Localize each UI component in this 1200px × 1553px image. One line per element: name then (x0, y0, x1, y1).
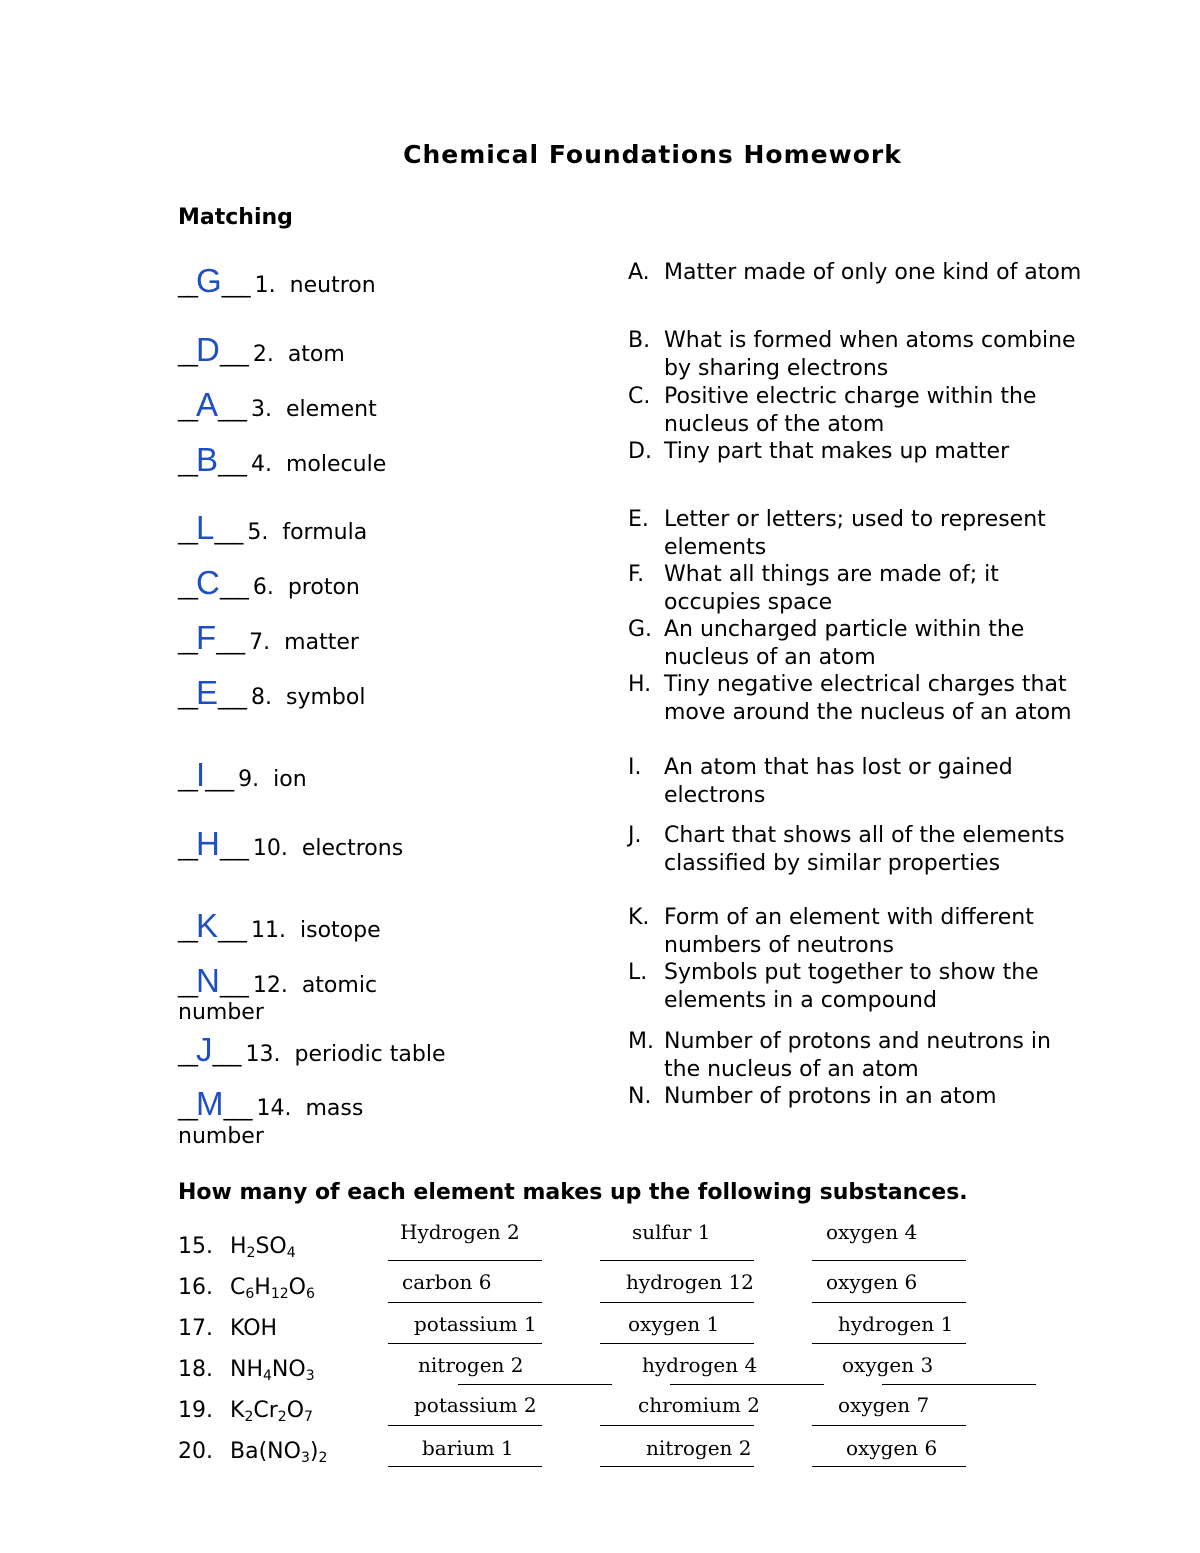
definition-letter: M. (628, 1029, 654, 1054)
matching-item (178, 1085, 363, 1123)
definition-item (628, 671, 1098, 727)
definition-letter: B. (628, 328, 651, 353)
answer-field[interactable]: oxygen 7 (838, 1393, 930, 1417)
item-number: 3. (251, 397, 286, 422)
formula-subscript: 4 (263, 1368, 272, 1384)
answer-field[interactable]: oxygen 1 (628, 1312, 720, 1336)
answer-blank-right: ___ (219, 973, 247, 998)
answer-blank-left: __ (178, 452, 196, 477)
answer-field[interactable]: hydrogen 1 (838, 1312, 954, 1336)
answer-letter[interactable]: M (196, 1085, 224, 1122)
answer-letter[interactable]: L (196, 509, 215, 546)
formula-subscript: 2 (277, 1409, 287, 1425)
term-text: matter (284, 630, 359, 655)
definition-item (628, 327, 1098, 383)
item-number: 12. (252, 973, 302, 998)
definition-item (628, 1028, 1098, 1084)
answer-blank-right: ___ (219, 836, 247, 861)
answer-underline (812, 1343, 966, 1344)
item-number: 10. (252, 836, 302, 861)
answer-blank-right: ___ (219, 342, 247, 367)
answer-blank-left: __ (178, 1096, 196, 1121)
answer-blank-right: ___ (223, 1096, 251, 1121)
answer-blank-left: __ (178, 630, 196, 655)
definition-text: Symbols put together to show the elements in a compound (664, 960, 1039, 1013)
definition-text: Form of an element with different numbers of neutrons (664, 905, 1034, 958)
substance-row (178, 1316, 277, 1341)
term-text: mass (305, 1096, 364, 1121)
answer-blank-left: __ (178, 973, 196, 998)
answer-underline (812, 1302, 966, 1303)
answer-underline (812, 1260, 966, 1261)
definition-text: Matter made of only one kind of atom (664, 260, 1082, 285)
definition-item (628, 506, 1098, 562)
substance-row (178, 1275, 315, 1302)
matching-item (178, 262, 376, 300)
answer-blank-right: ___ (218, 452, 246, 477)
answer-field[interactable]: potassium 1 (414, 1312, 537, 1336)
answer-blank-right: ___ (218, 918, 246, 943)
answer-field[interactable]: sulfur 1 (632, 1220, 711, 1244)
definition-text: An atom that has lost or gained electrons (664, 755, 1013, 808)
answer-blank-right: ___ (221, 273, 249, 298)
matching-item (178, 386, 377, 424)
formula-subscript: 3 (305, 1368, 315, 1384)
answer-blank-right: ___ (212, 1042, 240, 1067)
answer-field[interactable]: oxygen 4 (826, 1220, 918, 1244)
item-number: 2. (252, 342, 288, 367)
answer-field[interactable]: oxygen 6 (826, 1270, 918, 1294)
answer-letter[interactable]: E (196, 674, 219, 711)
answer-underline (600, 1425, 754, 1426)
substance-row (178, 1439, 327, 1466)
definition-letter: E. (628, 507, 649, 532)
matching-item (178, 441, 386, 479)
term-text: proton (287, 575, 360, 600)
matching-item (178, 564, 360, 602)
substance-number: 19. (178, 1398, 213, 1423)
definition-text: What is formed when atoms combine by sharing electrons (664, 328, 1076, 381)
answer-blank-left: __ (178, 520, 196, 545)
definition-item (628, 904, 1098, 960)
item-number: 8. (251, 685, 286, 710)
answer-letter[interactable]: F (196, 619, 217, 656)
answer-underline (812, 1425, 966, 1426)
definition-item (628, 959, 1098, 1015)
definition-letter: K. (628, 905, 650, 930)
formula-subscript: 6 (306, 1286, 315, 1302)
term-text: formula (282, 520, 368, 545)
term-text-wrap: number (178, 1124, 264, 1149)
answer-underline (458, 1384, 612, 1385)
item-number: 13. (245, 1042, 295, 1067)
answer-letter[interactable]: N (196, 962, 220, 999)
answer-blank-left: __ (178, 767, 196, 792)
formula-subscript: 4 (286, 1245, 296, 1261)
definition-text: Tiny negative electrical charges that move around the nucleus of an atom (664, 672, 1072, 725)
answer-blank-right: ___ (205, 767, 233, 792)
answer-underline (600, 1302, 754, 1303)
answer-field[interactable]: potassium 2 (414, 1393, 537, 1417)
answer-field[interactable]: oxygen 6 (846, 1436, 938, 1460)
term-text: ion (273, 767, 307, 792)
answer-blank-left: __ (178, 397, 196, 422)
answer-letter[interactable]: C (196, 564, 220, 601)
definition-letter: I. (628, 755, 642, 780)
answer-underline (882, 1384, 1036, 1385)
answer-field[interactable]: nitrogen 2 (646, 1436, 752, 1460)
formula-subscript: 12 (270, 1286, 289, 1302)
answer-blank-right: ___ (218, 397, 246, 422)
formula-subscript: 3 (300, 1450, 310, 1466)
answer-blank-left: __ (178, 1042, 196, 1067)
definition-letter: D. (628, 439, 652, 464)
term-text: neutron (289, 273, 376, 298)
answer-blank-left: __ (178, 575, 196, 600)
answer-letter[interactable]: H (196, 825, 220, 862)
answer-field[interactable]: carbon 6 (402, 1270, 492, 1294)
formula-subscript: 2 (246, 1245, 256, 1261)
matching-item (178, 509, 367, 547)
definition-letter: L. (628, 960, 648, 985)
section-heading-substances: How many of each element makes up the following substances. (178, 1180, 968, 1205)
matching-item (178, 1031, 446, 1069)
answer-letter[interactable]: G (196, 262, 222, 299)
definition-item (628, 259, 1098, 287)
definition-text: Letter or letters; used to represent elements (664, 507, 1046, 560)
definition-letter: A. (628, 260, 650, 285)
definition-text: An uncharged particle within the nucleus of an atom (664, 617, 1025, 670)
answer-blank-left: __ (178, 342, 196, 367)
answer-letter[interactable]: I (196, 756, 206, 793)
definition-text: Positive electric charge within the nucleus of the atom (664, 384, 1037, 437)
item-number: 14. (256, 1096, 306, 1121)
item-number: 5. (247, 520, 283, 545)
answer-field[interactable]: barium 1 (422, 1436, 514, 1460)
definition-item (628, 754, 1098, 810)
answer-field[interactable]: oxygen 3 (842, 1353, 934, 1377)
substance-number: 18. (178, 1357, 213, 1382)
answer-letter[interactable]: D (196, 331, 220, 368)
section-heading-matching: Matching (178, 205, 293, 230)
answer-blank-left: __ (178, 685, 196, 710)
matching-item (178, 756, 307, 794)
item-number: 9. (238, 767, 274, 792)
term-text-wrap: number (178, 1000, 264, 1025)
answer-blank-right: ___ (214, 520, 242, 545)
term-text: isotope (300, 918, 381, 943)
definition-text: Number of protons in an atom (664, 1084, 997, 1109)
answer-underline (670, 1384, 824, 1385)
substance-number: 20. (178, 1439, 213, 1464)
answer-underline (388, 1343, 542, 1344)
matching-item (178, 619, 359, 657)
matching-item (178, 907, 381, 945)
matching-item (178, 825, 403, 863)
answer-blank-left: __ (178, 918, 196, 943)
formula-subscript: 6 (245, 1286, 255, 1302)
substance-number: 17. (178, 1316, 213, 1341)
item-number: 6. (252, 575, 288, 600)
answer-blank-left: __ (178, 273, 196, 298)
matching-item (178, 674, 365, 712)
substance-number: 16. (178, 1275, 213, 1300)
substance-row (178, 1398, 313, 1425)
answer-letter[interactable]: J (196, 1031, 213, 1068)
definition-letter: G. (628, 617, 653, 642)
answer-letter[interactable]: K (196, 907, 219, 944)
term-text: element (286, 397, 377, 422)
chemical-formula: $C_6H_{12}O_6$ (230, 1275, 315, 1302)
term-text: atom (287, 342, 345, 367)
item-number: 1. (254, 273, 290, 298)
term-text: symbol (286, 685, 366, 710)
item-number: 4. (251, 452, 286, 477)
definition-item (628, 616, 1098, 672)
chemical-formula: $H_2SO_4$ (230, 1234, 296, 1261)
chemical-formula: KOH (230, 1316, 278, 1341)
answer-blank-right: ___ (216, 630, 244, 655)
chemical-formula: $Ba(NO_3)_2$ (230, 1439, 328, 1466)
answer-underline (388, 1260, 542, 1261)
formula-subscript: 7 (304, 1409, 313, 1425)
definition-text: Number of protons and neutrons in the nucleus of an atom (664, 1029, 1051, 1082)
answer-blank-left: __ (178, 836, 196, 861)
answer-letter[interactable]: B (196, 441, 219, 478)
answer-underline (812, 1466, 966, 1467)
definition-letter: C. (628, 384, 651, 409)
definition-item (628, 383, 1098, 439)
substance-row (178, 1357, 315, 1384)
chemical-formula: $K_2Cr_2O_7$ (230, 1398, 313, 1425)
definition-item (628, 561, 1098, 617)
answer-underline (600, 1343, 754, 1344)
answer-field[interactable]: nitrogen 2 (418, 1353, 524, 1377)
substance-number: 15. (178, 1234, 213, 1259)
formula-subscript: 2 (244, 1409, 254, 1425)
answer-field[interactable]: Hydrogen 2 (400, 1220, 520, 1244)
definition-text: What all things are made of; it occupies space (664, 562, 999, 615)
matching-item (178, 331, 345, 369)
answer-field[interactable]: hydrogen 12 (626, 1270, 754, 1294)
term-text: periodic table (294, 1042, 446, 1067)
term-text: atomic (301, 973, 378, 998)
term-text: molecule (286, 452, 387, 477)
answer-blank-right: ___ (218, 685, 246, 710)
definition-item (628, 438, 1098, 466)
answer-underline (388, 1302, 542, 1303)
chemical-formula: $NH_4NO_3$ (230, 1357, 315, 1384)
matching-item (178, 962, 377, 1000)
term-text: electrons (301, 836, 404, 861)
answer-field[interactable]: chromium 2 (638, 1393, 760, 1417)
definition-item (628, 1083, 1098, 1111)
definition-letter: J. (628, 823, 642, 848)
page-title: Chemical Foundations Homework (403, 140, 902, 169)
answer-underline (600, 1466, 754, 1467)
formula-subscript: 2 (318, 1450, 328, 1466)
definition-letter: N. (628, 1084, 652, 1109)
definition-letter: H. (628, 672, 652, 697)
answer-letter[interactable]: A (196, 386, 219, 423)
item-number: 11. (251, 918, 300, 943)
definition-item (628, 822, 1098, 878)
answer-underline (600, 1260, 754, 1261)
definition-letter: F. (628, 562, 645, 587)
answer-underline (388, 1466, 542, 1467)
substance-row (178, 1234, 296, 1261)
answer-underline (388, 1425, 542, 1426)
definition-text: Chart that shows all of the elements classified by similar properties (664, 823, 1065, 876)
answer-blank-right: ___ (219, 575, 247, 600)
item-number: 7. (249, 630, 285, 655)
definition-text: Tiny part that makes up matter (664, 439, 1010, 464)
answer-field[interactable]: hydrogen 4 (642, 1353, 758, 1377)
